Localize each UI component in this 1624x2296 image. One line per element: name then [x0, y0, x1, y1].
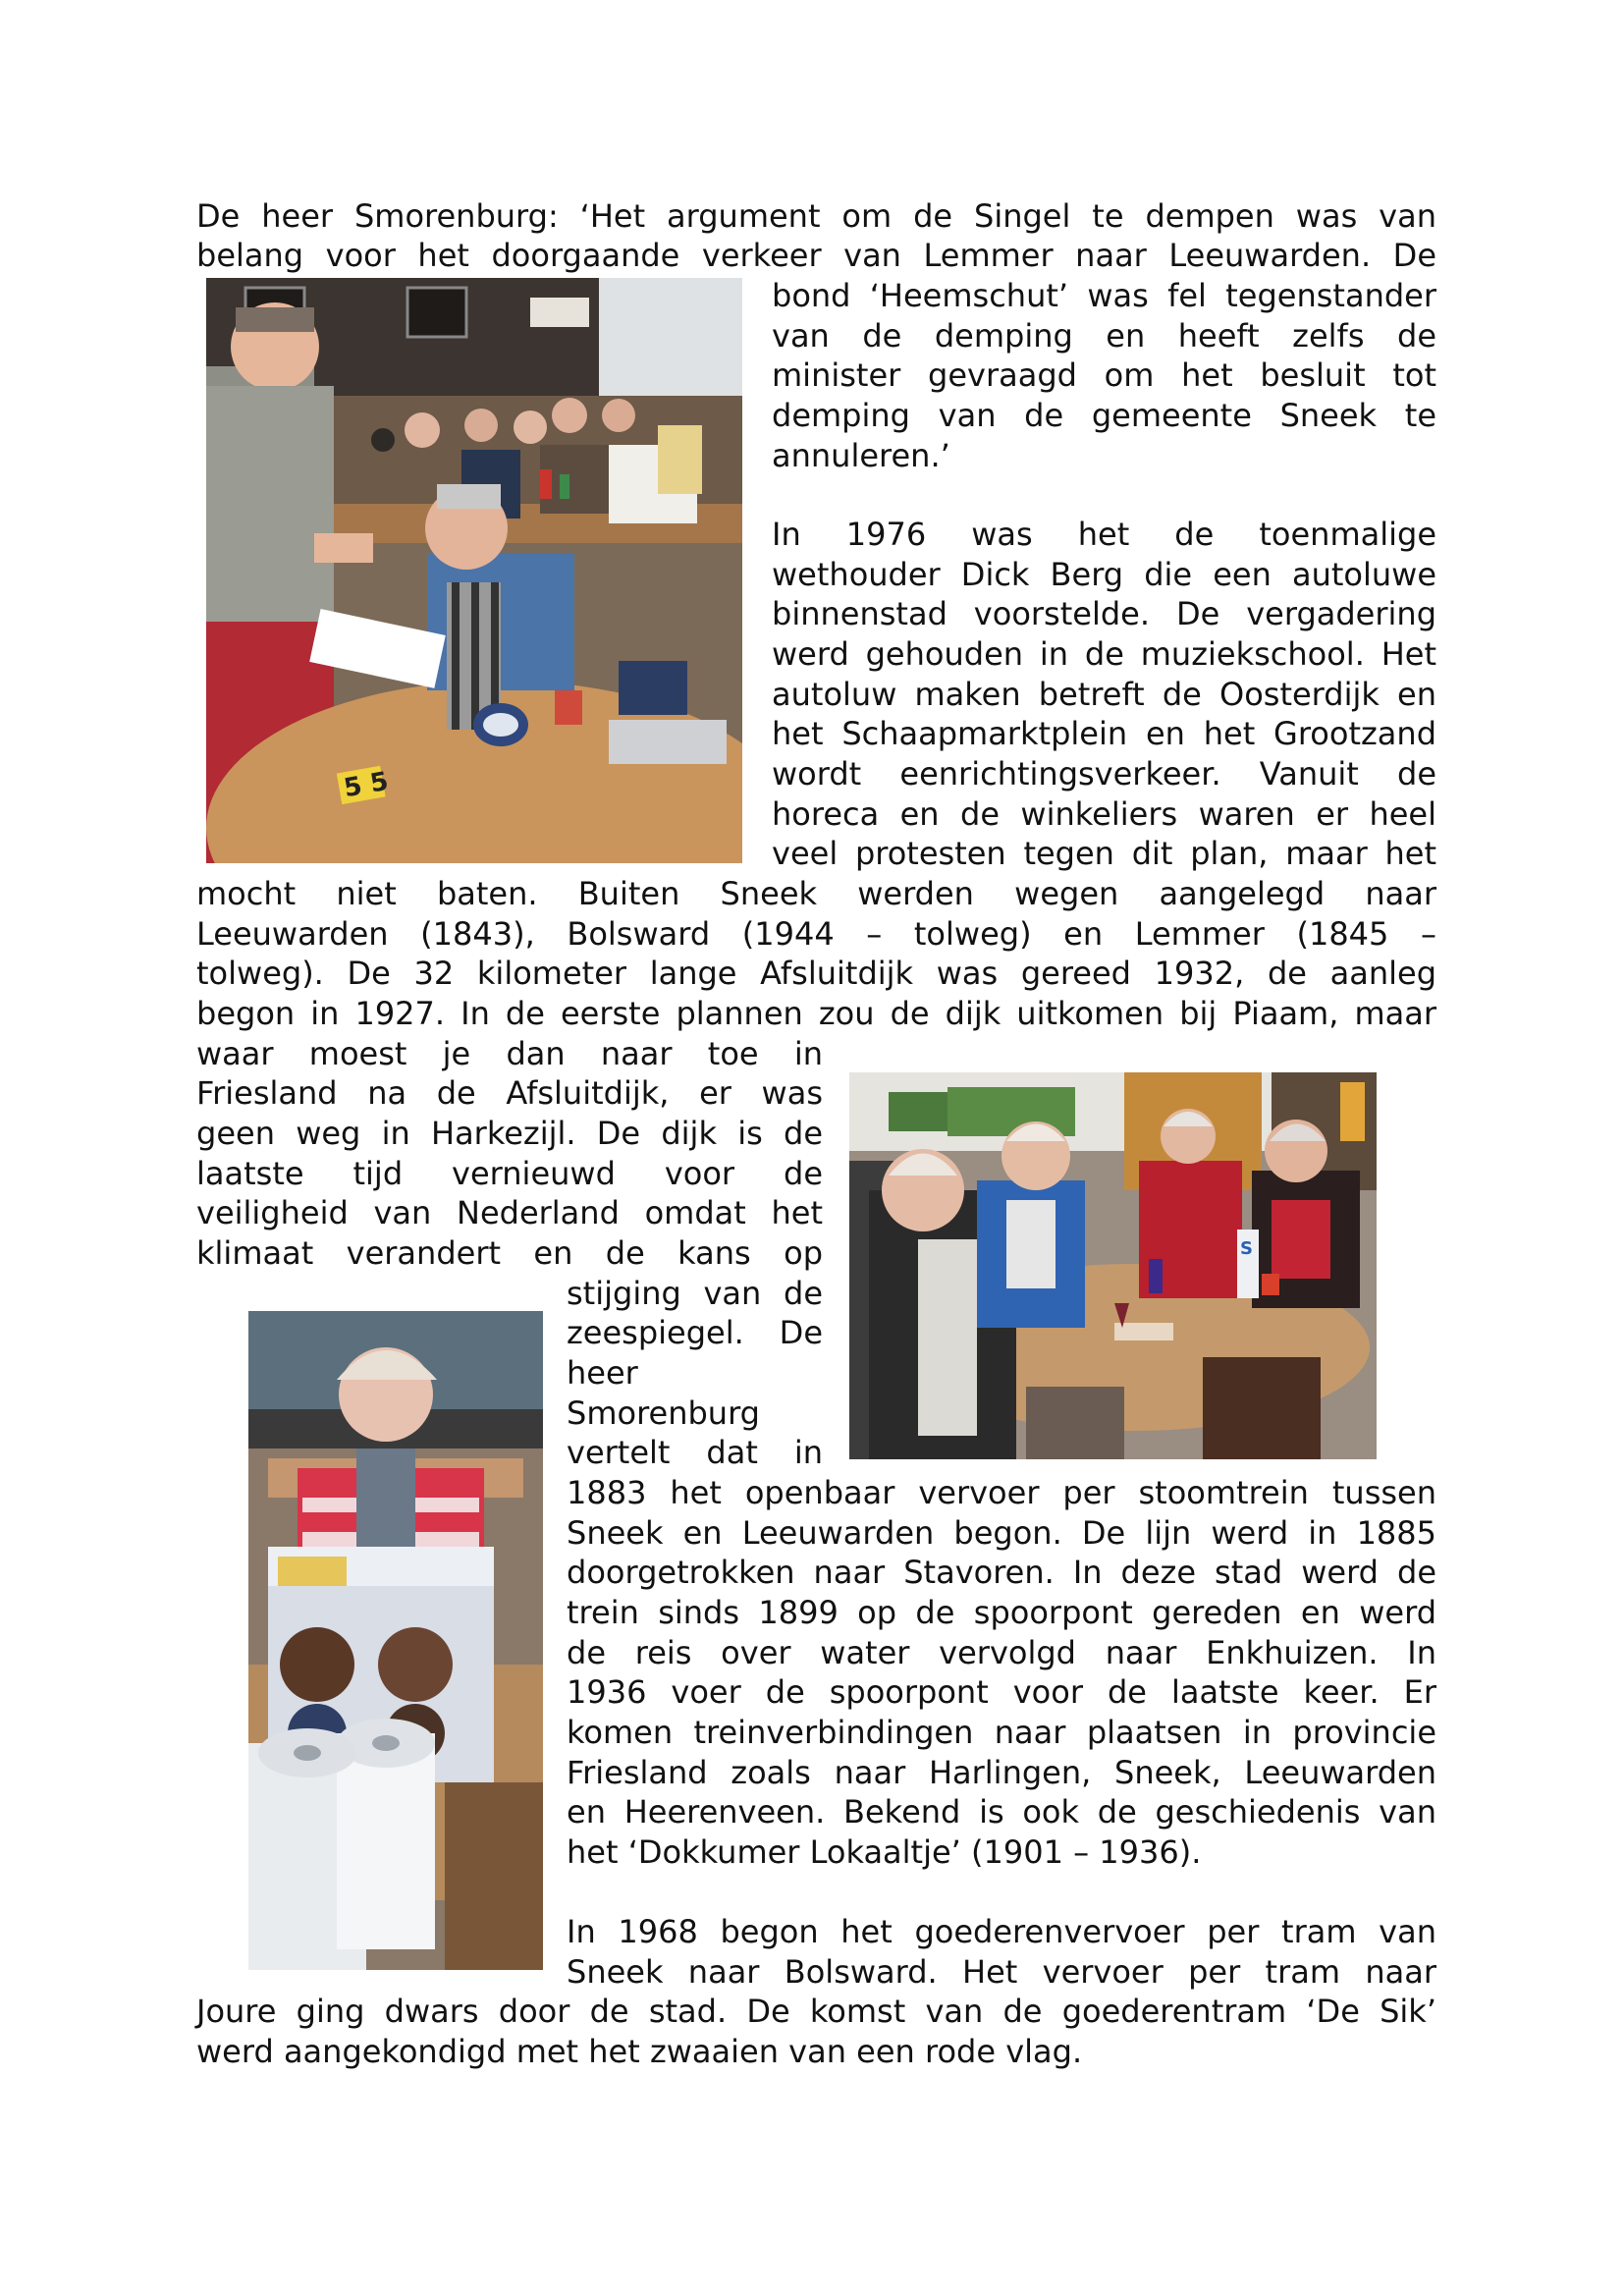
text-line: In 1976 was het de toenmalige	[772, 516, 1436, 553]
text-line: minister gevraagd om het besluit tot	[772, 356, 1436, 394]
text-line: binnenstad voorstelde. De vergadering	[772, 595, 1436, 632]
text-line: mocht niet baten. Buiten Sneek werden wegen aangelegd naar	[196, 875, 1436, 912]
placard-number: 5 5	[342, 766, 391, 804]
text-line: Friesland zoals naar Harlingen, Sneek, Leeuwarden	[567, 1754, 1436, 1791]
text-line: belang voor het doorgaande verkeer van Lemmer naar Leeuwarden. De	[196, 237, 1436, 274]
text-line: geen weg in Harkezijl. De dijk is de	[196, 1115, 823, 1152]
text-line: horeca en de winkeliers waren er heel	[772, 795, 1436, 833]
text-line: waar moest je dan naar toe in	[196, 1035, 823, 1072]
text-line: demping van de gemeente Sneek te	[772, 397, 1436, 434]
woman-with-gift-photo	[248, 1311, 543, 1970]
text-line: veiligheid van Nederland omdat het	[196, 1194, 823, 1231]
text-line: De heer Smorenburg: ‘Het argument om de Singel te dempen was van	[196, 197, 1436, 235]
text-line: wethouder Dick Berg die een autoluwe	[772, 556, 1436, 593]
text-line: heer	[567, 1354, 638, 1392]
women-at-table-photo	[849, 1072, 1377, 1459]
text-line: Joure ging dwars door de stad. De komst van de goederentram ‘De Sik’	[196, 1993, 1436, 2030]
meeting-photo	[206, 278, 742, 863]
text-line: 1883 het openbaar vervoer per stoomtrein tussen	[567, 1474, 1436, 1511]
text-line: wordt eenrichtingsverkeer. Vanuit de	[772, 755, 1436, 793]
text-line: autoluw maken betreft de Oosterdijk en	[772, 676, 1436, 713]
text-line: vertelt dat in	[567, 1434, 823, 1471]
text-line: annuleren.’	[772, 437, 950, 474]
text-line: Leeuwarden (1843), Bolsward (1944 – tolweg) en Lemmer (1845 –	[196, 915, 1436, 953]
text-line: en Heerenveen. Bekend is ook de geschiedenis van	[567, 1793, 1436, 1831]
text-line: veel protesten tegen dit plan, maar het	[772, 835, 1436, 872]
text-line: de reis over water vervolgd naar Enkhuizen. In	[567, 1634, 1436, 1671]
text-line: van de demping en heeft zelfs de	[772, 317, 1436, 355]
text-line: zeespiegel. De	[567, 1314, 823, 1351]
text-line: werd aangekondigd met het zwaaien van een rode vlag.	[196, 2033, 1083, 2070]
text-line: Smorenburg	[567, 1394, 760, 1432]
text-line: In 1968 begon het goederenvervoer per tram van	[567, 1913, 1436, 1950]
text-line: tolweg). De 32 kilometer lange Afsluitdijk was gereed 1932, de aanleg	[196, 955, 1436, 992]
text-line: trein sinds 1899 op de spoorpont gereden en werd	[567, 1594, 1436, 1631]
text-line: werd gehouden in de muziekschool. Het	[772, 635, 1436, 673]
text-line: het Schaapmarktplein en het Grootzand	[772, 715, 1436, 752]
text-line: stijging van de	[567, 1275, 823, 1312]
text-line: laatste tijd vernieuwd voor de	[196, 1155, 823, 1192]
text-line: 1936 voer de spoorpont voor de laatste keer. Er	[567, 1673, 1436, 1711]
text-line: Friesland na de Afsluitdijk, er was	[196, 1074, 823, 1112]
text-line: Sneek en Leeuwarden begon. De lijn werd in 1885	[567, 1514, 1436, 1552]
text-line: het ‘Dokkumer Lokaaltje’ (1901 – 1936).	[567, 1833, 1202, 1871]
text-line: Sneek naar Bolsward. Het vervoer per tram naar	[567, 1953, 1436, 1991]
text-line: doorgetrokken naar Stavoren. In deze stad werd de	[567, 1554, 1436, 1591]
text-line: komen treinverbindingen naar plaatsen in provincie	[567, 1714, 1436, 1751]
text-line: klimaat verandert en de kans op	[196, 1234, 823, 1272]
text-line: begon in 1927. In de eerste plannen zou de dijk uitkomen bij Piaam, maar	[196, 995, 1436, 1032]
text-line: bond ‘Heemschut’ was fel tegenstander	[772, 277, 1436, 314]
bottle-label: S	[1240, 1238, 1253, 1259]
